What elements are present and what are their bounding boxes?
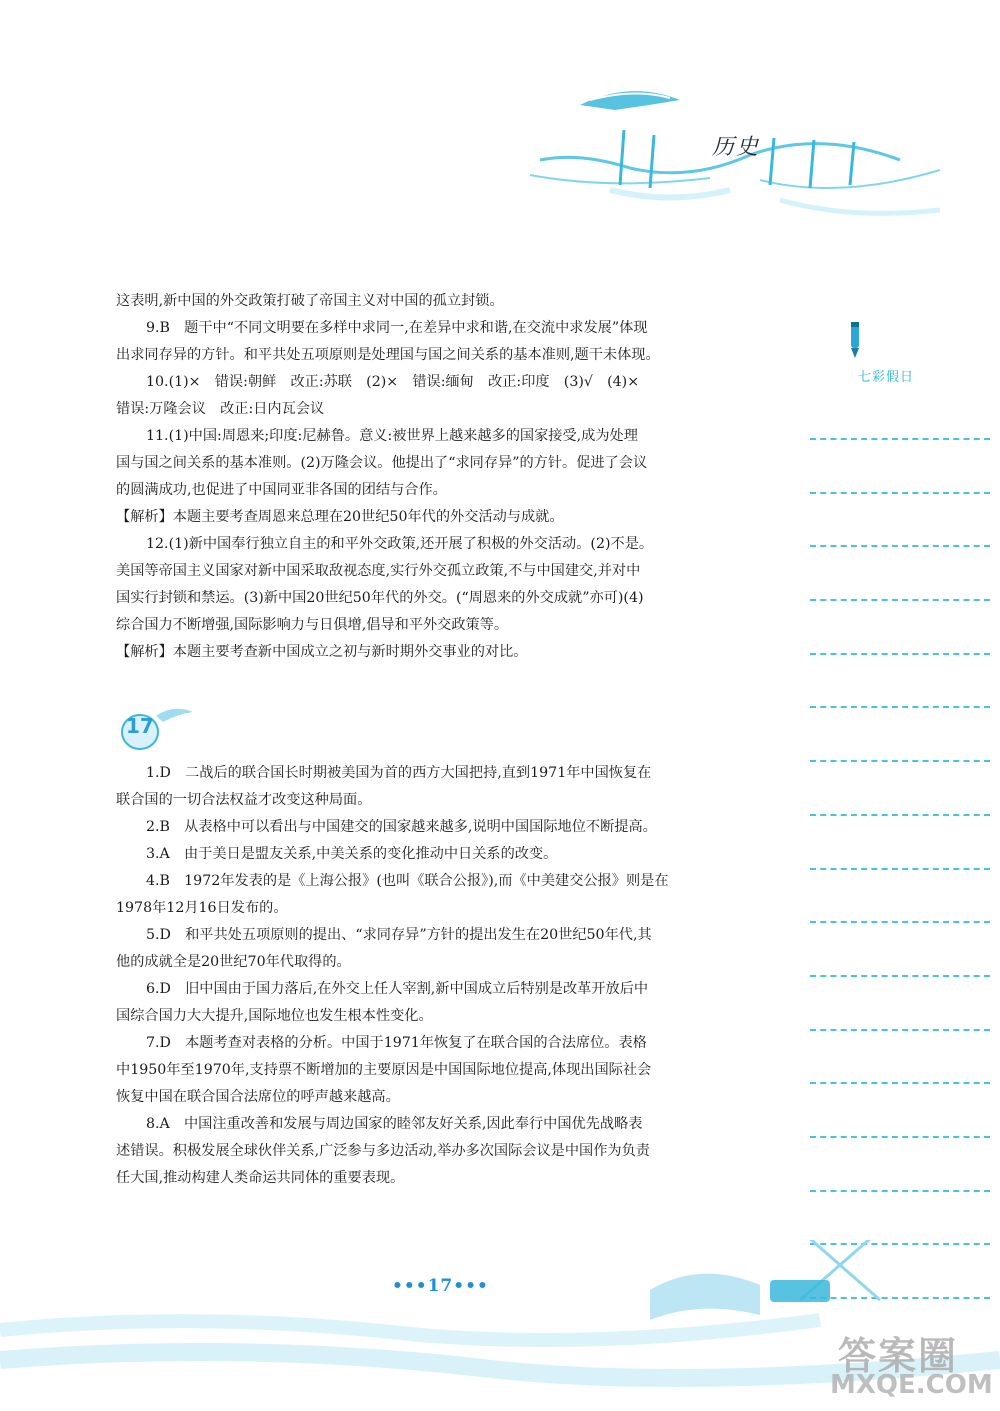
text-line: 7.D 本题考查对表格的分析。中国于1971年恢复了在联合国的合法席位。表格 [146, 1035, 647, 1051]
text-line: 11.(1)中国:周恩来;印度:尼赫鲁。意义:被世界上越来越多的国家接受,成为处理 [146, 428, 638, 444]
text-line: 美国等帝国主义国家对新中国采取敌视态度,实行外交孤立政策,不与中国建交,并对中 [116, 563, 641, 579]
note-line [810, 492, 990, 546]
brand-label: 七彩假日 [858, 370, 915, 385]
note-line [810, 1190, 990, 1244]
text-line: 联合国的一切合法权益才改变这种局面。 [116, 792, 372, 808]
note-line [810, 653, 990, 707]
section-badge [118, 704, 198, 754]
text-line: 任大国,推动构建人类命运共同体的重要表现。 [116, 1170, 405, 1186]
text-line: 中1950年至1970年,支持票不断增加的主要原因是中国国际地位提高,体现出国际社会 [116, 1062, 652, 1078]
note-line [810, 868, 990, 922]
note-line [810, 1029, 990, 1083]
text-line: 述错误。积极发展全球伙伴关系,广泛参与多边活动,举办多次国际会议是中国作为负责 [116, 1143, 650, 1159]
text-line: 9.B 题干中“不同文明要在多样中求同一,在差异中求和谐,在交流中求发展”体现 [146, 320, 648, 336]
text-line: 8.A 中国注重改善和发展与周边国家的睦邻友好关系,因此奉行中国优先战略表 [146, 1116, 643, 1132]
text-line: 国与国之间关系的基本准则。(2)万隆会议。他提出了“求同存异”的方针。促进了会议 [116, 455, 648, 471]
text-line: 1.D 二战后的联合国长时期被美国为首的西方大国把持,直到1971年中国恢复在 [146, 765, 652, 781]
text-line: 这表明,新中国的外交政策打破了帝国主义对中国的孤立封锁。 [116, 293, 504, 309]
text-line: 1978年12月16日发布的。 [116, 900, 288, 916]
text-line: 10.(1)× 错误:朝鲜 改正:苏联 (2)× 错误:缅甸 改正:印度 (3)√ (4)× [146, 374, 640, 390]
text-line: 12.(1)新中国奉行独立自主的和平外交政策,还开展了积极的外交活动。(2)不是。 [146, 536, 654, 552]
note-line [810, 1082, 990, 1136]
note-line [810, 921, 990, 975]
text-line: 国综合国力大大提升,国际地位也发生根本性变化。 [116, 1008, 433, 1024]
text-line: 3.A 由于美日是盟友关系,中美关系的变化推动中日关系的改变。 [146, 846, 558, 862]
text-line: 的圆满成功,也促进了中国同亚非各国的团结与合作。 [116, 482, 447, 498]
note-lines [810, 438, 990, 1351]
text-line: 【解析】本题主要考查新中国成立之初与新时期外交事业的对比。 [116, 644, 528, 660]
text-line: 5.D 和平共处五项原则的提出、“求同存异”方针的提出发生在20世纪50年代,其 [146, 927, 652, 943]
note-line [810, 975, 990, 1029]
watermark-url: MXQE.COM [830, 1370, 993, 1400]
text-line: 【解析】本题主要考查周恩来总理在20世纪50年代的外交活动与成就。 [116, 509, 564, 525]
note-line [810, 1136, 990, 1190]
text-line: 国实行封锁和禁运。(3)新中国20世纪50年代的外交。(“周恩来的外交成就”亦可)(4) [116, 590, 644, 606]
text-line: 错误:万隆会议 改正:日内瓦会议 [116, 401, 325, 417]
section-number: 17 [126, 714, 154, 738]
page-number: •••17••• [392, 1276, 489, 1296]
answer-section-16 [116, 288, 756, 666]
text-line: 出求同存异的方针。和平共处五项原则是处理国与国之间关系的基本准则,题干未体现。 [116, 347, 660, 363]
note-line [810, 706, 990, 760]
answer-section-17 [116, 760, 756, 1192]
pen-icon [845, 320, 865, 364]
watermark-logo: 答案圈 [838, 1334, 959, 1378]
text-line: 综合国力不断增强,国际影响力与日俱增,倡导和平外交政策等。 [116, 617, 509, 633]
text-line: 6.D 旧中国由于国力落后,在外交上任人宰割,新中国成立后特别是改革开放后中 [146, 981, 649, 997]
note-line [810, 760, 990, 814]
text-line: 他的成就全是20世纪70年代取得的。 [116, 954, 351, 970]
note-line [810, 438, 990, 492]
note-line [810, 599, 990, 653]
text-line: 2.B 从表格中可以看出与中国建交的国家越来越多,说明中国国际地位不断提高。 [146, 819, 657, 835]
text-line: 恢复中国在联合国合法席位的呼声越来越高。 [116, 1089, 400, 1105]
note-line [810, 545, 990, 599]
subject-title: 历史 [712, 135, 761, 160]
text-line: 4.B 1972年发表的是《上海公报》(也叫《联合公报》),而《中美建交公报》则是在 [146, 873, 669, 889]
note-line [810, 814, 990, 868]
